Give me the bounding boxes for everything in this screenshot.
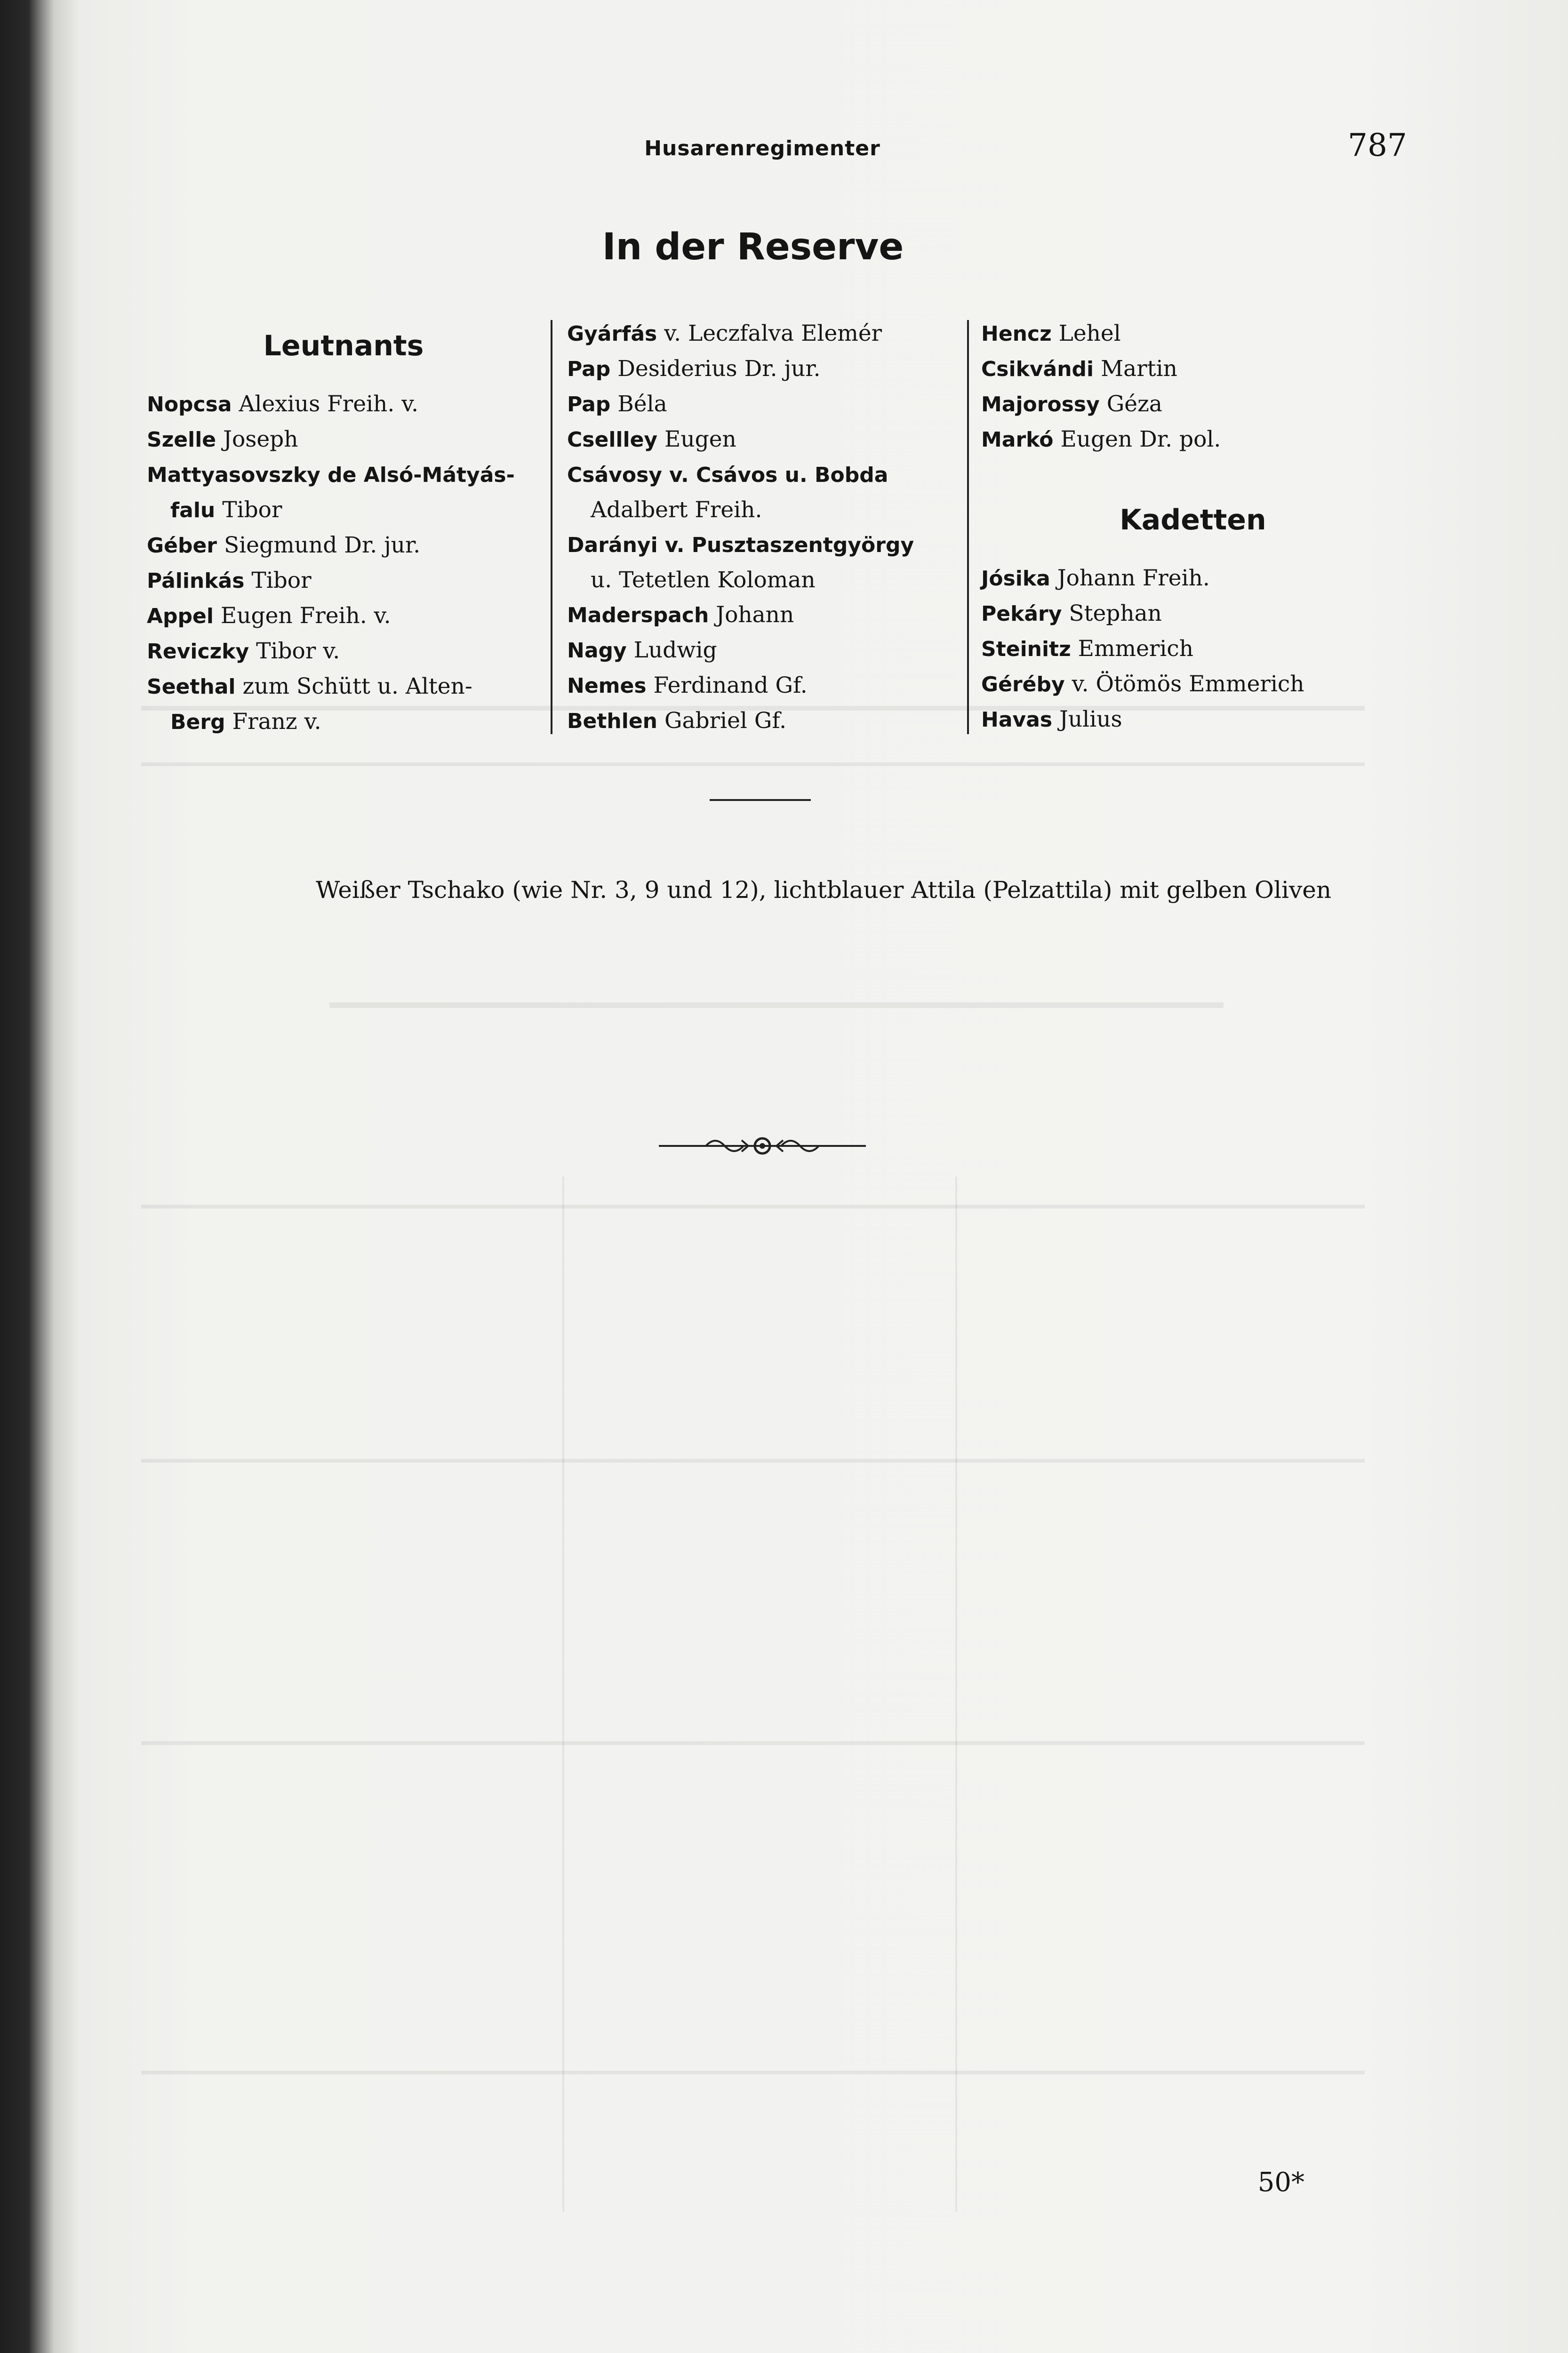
list-item: Szelle Joseph (147, 426, 298, 452)
list-item: Nemes Ferdinand Gf. (567, 672, 808, 698)
list-item: Appel Eugen Freih. v. (147, 603, 391, 629)
bleed-through-line (141, 2071, 1365, 2074)
list-item: Csikvándi Martin (981, 356, 1177, 382)
column-divider (967, 320, 969, 734)
list-item: Pekáry Stephan (981, 600, 1162, 626)
list-item: Steinitz Emmerich (981, 636, 1194, 662)
bleed-through-line (955, 1176, 957, 2212)
list-item: Majorossy Géza (981, 391, 1162, 417)
list-item: Pap Béla (567, 391, 667, 417)
leutnants-heading: Leutnants (263, 329, 424, 362)
list-item: Mattyasovszky de Alsó-Mátyás- (147, 463, 515, 487)
list-item-continuation: u. Tetetlen Koloman (591, 567, 816, 593)
bleed-through-line (329, 1002, 1224, 1008)
list-item: Pap Desiderius Dr. jur. (567, 356, 821, 382)
list-item: Seethal zum Schütt u. Alten- (147, 673, 472, 699)
list-item: Bethlen Gabriel Gf. (567, 708, 787, 734)
list-item: Hencz Lehel (981, 320, 1121, 346)
list-item: Markó Eugen Dr. pol. (981, 426, 1221, 452)
kadetten-heading: Kadetten (1120, 504, 1266, 536)
decorative-divider-icon (659, 1132, 866, 1160)
list-item-continuation: falu Tibor (170, 497, 282, 523)
middle-list (567, 316, 962, 739)
column-divider (551, 320, 552, 734)
bleed-through-line (141, 1205, 1365, 1209)
bleed-through-line (141, 762, 1365, 766)
bleed-through-line (141, 1459, 1365, 1463)
list-item: Reviczky Tibor v. (147, 638, 340, 664)
list-item: Nopcsa Alexius Freih. v. (147, 391, 419, 417)
list-item: Géréby v. Ötömös Emmerich (981, 671, 1304, 697)
list-item: Nagy Ludwig (567, 637, 717, 663)
list-item: Géber Siegmund Dr. jur. (147, 532, 421, 558)
right-list (981, 316, 1405, 457)
list-item: Csávosy v. Csávos u. Bobda (567, 463, 888, 487)
bleed-through-line (141, 1741, 1365, 1745)
list-item: Jósika Johann Freih. (981, 565, 1210, 591)
list-item: Pálinkás Tibor (147, 568, 312, 593)
list-item: Havas Julius (981, 706, 1122, 732)
running-header: Husarenregimenter (644, 136, 880, 160)
page-number: 787 (1348, 127, 1407, 163)
list-item-continuation: Berg Franz v. (170, 709, 321, 735)
section-separator (710, 799, 811, 801)
bleed-through-line (562, 1176, 564, 2212)
list-item: Csellley Eugen (567, 426, 736, 452)
leutnants-list (147, 387, 547, 740)
section-title: In der Reserve (602, 226, 904, 268)
list-item: Darányi v. Pusztaszentgyörgy (567, 533, 914, 557)
signature-mark: 50* (1257, 2167, 1304, 2198)
list-item-continuation: Adalbert Freih. (591, 497, 762, 523)
list-item: Maderspach Johann (567, 602, 794, 628)
kadetten-list (981, 561, 1405, 737)
list-item: Gyárfás v. Leczfalva Elemér (567, 320, 882, 346)
uniform-description: Weißer Tschako (wie Nr. 3, 9 und 12), lichtblauer Attila (Pelzattila) mit gelben Oliven (315, 876, 1332, 904)
